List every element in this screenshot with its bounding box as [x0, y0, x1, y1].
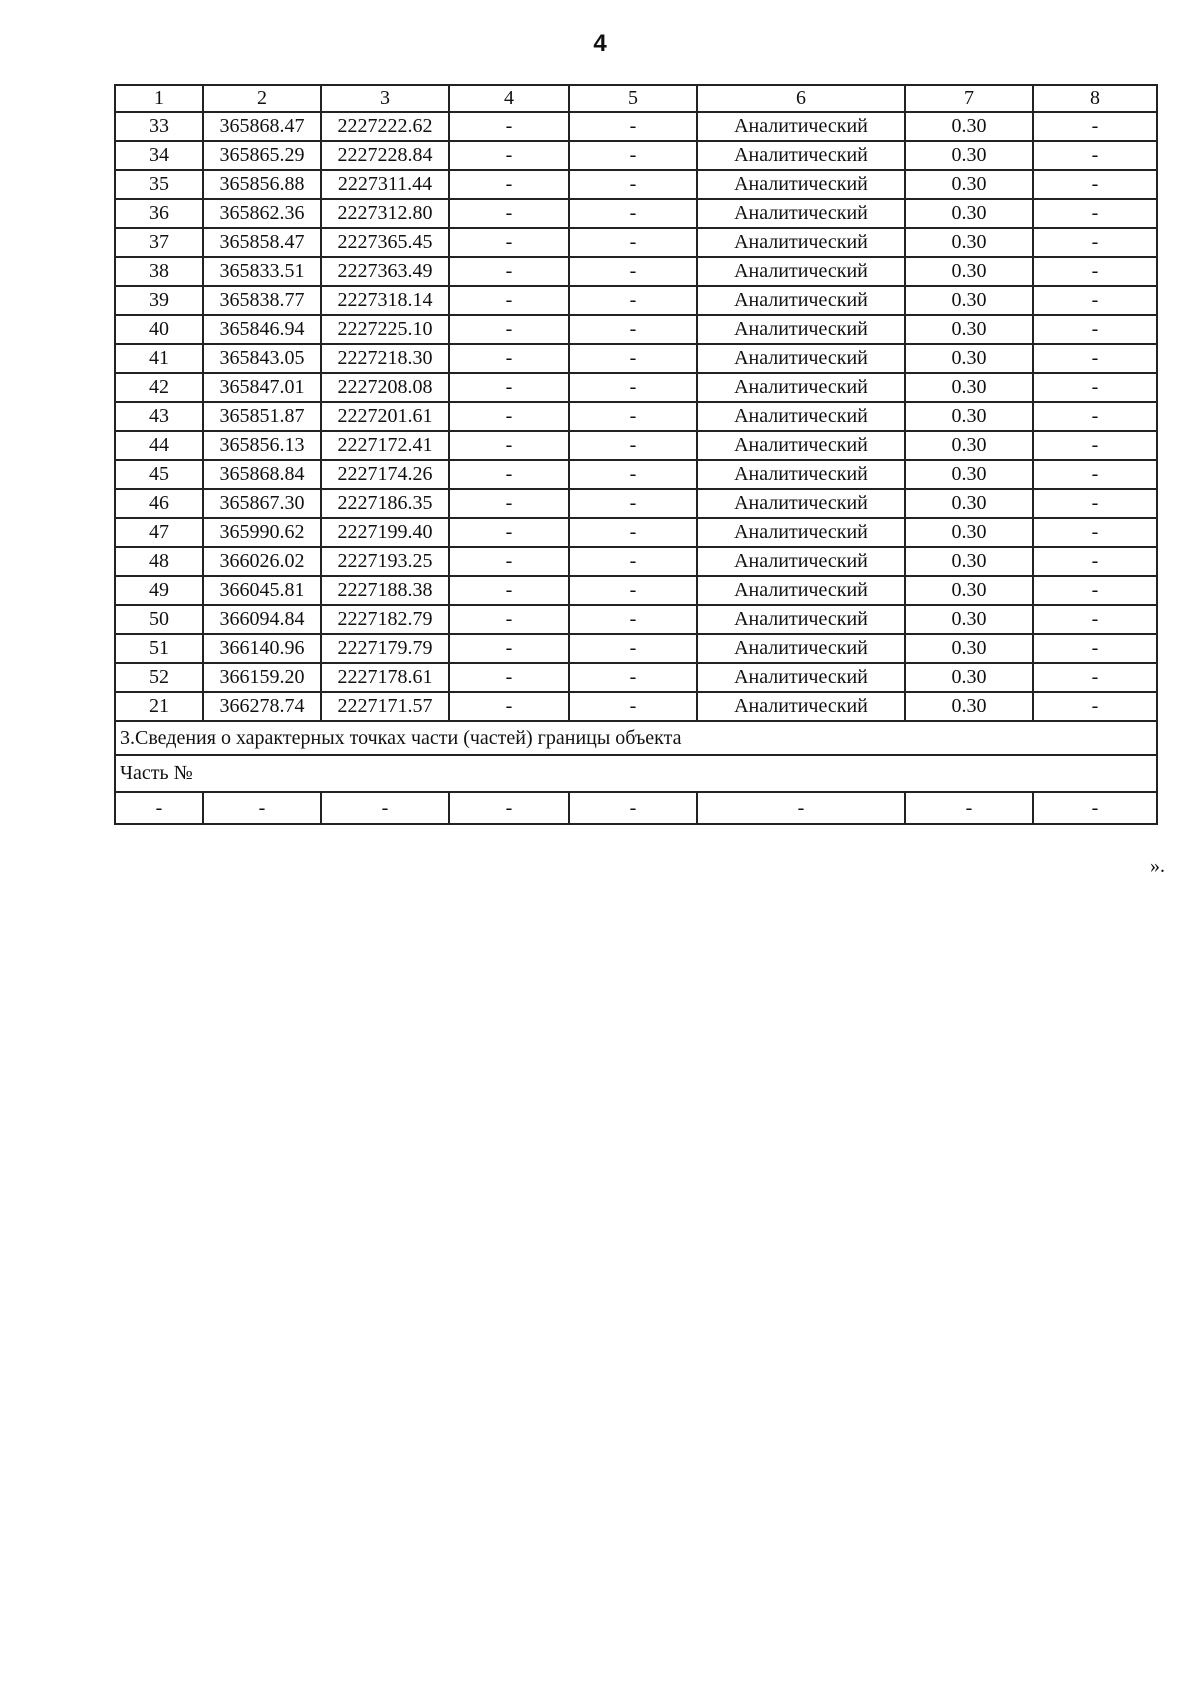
table-cell: 365862.36 — [203, 199, 321, 228]
table-cell: - — [1033, 489, 1157, 518]
table-cell: 366278.74 — [203, 692, 321, 721]
table-row — [115, 605, 1157, 634]
table-cell: 35 — [115, 170, 203, 199]
section-title-row — [115, 721, 1157, 755]
table-cell: Аналитический — [697, 663, 905, 692]
table-cell: 0.30 — [905, 257, 1033, 286]
table-row — [115, 460, 1157, 489]
table-cell: - — [449, 112, 569, 141]
table-cell: - — [449, 373, 569, 402]
table-cell: - — [905, 792, 1033, 824]
table-cell: - — [449, 141, 569, 170]
table-cell: 365846.94 — [203, 315, 321, 344]
table-cell: 49 — [115, 576, 203, 605]
table-cell: - — [449, 489, 569, 518]
table-cell: - — [449, 402, 569, 431]
table-cell: 2227174.26 — [321, 460, 449, 489]
table-cell: 0.30 — [905, 315, 1033, 344]
table-cell: - — [449, 344, 569, 373]
table-cell: - — [1033, 112, 1157, 141]
table-cell: - — [569, 286, 697, 315]
table-cell: 365867.30 — [203, 489, 321, 518]
column-header: 8 — [1033, 85, 1157, 112]
table-cell: 366140.96 — [203, 634, 321, 663]
table-cell: Аналитический — [697, 402, 905, 431]
table-row — [115, 112, 1157, 141]
table-cell: 33 — [115, 112, 203, 141]
table-cell: 2227171.57 — [321, 692, 449, 721]
table-row — [115, 257, 1157, 286]
table-cell: - — [1033, 402, 1157, 431]
table-cell: 366026.02 — [203, 547, 321, 576]
table-row — [115, 170, 1157, 199]
page-number: 4 — [593, 30, 607, 57]
table-cell: 2227201.61 — [321, 402, 449, 431]
table-cell: - — [569, 692, 697, 721]
table-cell: 47 — [115, 518, 203, 547]
table-cell: Аналитический — [697, 605, 905, 634]
table-cell: Аналитический — [697, 518, 905, 547]
table-cell: 36 — [115, 199, 203, 228]
column-header: 3 — [321, 85, 449, 112]
table-cell: 46 — [115, 489, 203, 518]
table-cell: - — [1033, 170, 1157, 199]
table-cell: 365868.47 — [203, 112, 321, 141]
table-cell: 2227182.79 — [321, 605, 449, 634]
table-cell: - — [569, 634, 697, 663]
table-cell: 365865.29 — [203, 141, 321, 170]
table-cell: - — [1033, 792, 1157, 824]
table-cell: - — [1033, 286, 1157, 315]
table-cell: 2227225.10 — [321, 315, 449, 344]
table-cell: 44 — [115, 431, 203, 460]
table-cell: 0.30 — [905, 402, 1033, 431]
table-cell: 0.30 — [905, 489, 1033, 518]
table-cell: 0.30 — [905, 141, 1033, 170]
table-cell: - — [569, 373, 697, 402]
table-cell: - — [449, 228, 569, 257]
table-row — [115, 228, 1157, 257]
table-row — [115, 634, 1157, 663]
table-cell: - — [449, 692, 569, 721]
part-label: Часть № — [115, 755, 1157, 792]
table-cell: - — [569, 199, 697, 228]
table-cell: 2227365.45 — [321, 228, 449, 257]
coordinates-table — [114, 84, 1158, 825]
table-row — [115, 373, 1157, 402]
table-cell: - — [449, 257, 569, 286]
table-cell: Аналитический — [697, 141, 905, 170]
table-cell: - — [449, 315, 569, 344]
table-cell: - — [1033, 199, 1157, 228]
table-cell: Аналитический — [697, 373, 905, 402]
empty-part-row — [115, 792, 1157, 824]
table-cell: Аналитический — [697, 489, 905, 518]
table-cell: 0.30 — [905, 692, 1033, 721]
table-cell: - — [569, 257, 697, 286]
table-cell: - — [449, 431, 569, 460]
table-cell: - — [449, 576, 569, 605]
table-cell: 52 — [115, 663, 203, 692]
table-cell: 366094.84 — [203, 605, 321, 634]
table-row — [115, 431, 1157, 460]
table-cell: 0.30 — [905, 431, 1033, 460]
table-cell: 0.30 — [905, 170, 1033, 199]
table-row — [115, 286, 1157, 315]
table-cell: 2227228.84 — [321, 141, 449, 170]
table-row — [115, 199, 1157, 228]
table-cell: - — [1033, 141, 1157, 170]
table-cell: 365856.88 — [203, 170, 321, 199]
table-cell: 365990.62 — [203, 518, 321, 547]
table-cell: - — [1033, 431, 1157, 460]
table-cell: - — [1033, 605, 1157, 634]
table-row — [115, 315, 1157, 344]
table-cell: 365851.87 — [203, 402, 321, 431]
table-cell: 365858.47 — [203, 228, 321, 257]
table-cell: - — [569, 431, 697, 460]
table-cell: 0.30 — [905, 634, 1033, 663]
table-cell: - — [1033, 257, 1157, 286]
column-number-row — [115, 85, 1157, 112]
column-header: 4 — [449, 85, 569, 112]
table-cell: 34 — [115, 141, 203, 170]
table-cell: - — [569, 460, 697, 489]
table-cell: 21 — [115, 692, 203, 721]
table-cell: 2227188.38 — [321, 576, 449, 605]
table-cell: 365843.05 — [203, 344, 321, 373]
table-cell: 2227172.41 — [321, 431, 449, 460]
column-header: 1 — [115, 85, 203, 112]
table-cell: - — [1033, 315, 1157, 344]
table-cell: 2227218.30 — [321, 344, 449, 373]
table-cell: - — [449, 286, 569, 315]
table-cell: 0.30 — [905, 576, 1033, 605]
table-cell: - — [449, 518, 569, 547]
table-cell: - — [569, 547, 697, 576]
table-cell: 2227311.44 — [321, 170, 449, 199]
table-cell: - — [569, 402, 697, 431]
table-row — [115, 547, 1157, 576]
table-cell: Аналитический — [697, 634, 905, 663]
part-label-row — [115, 755, 1157, 792]
table-cell: Аналитический — [697, 112, 905, 141]
table-cell: 0.30 — [905, 663, 1033, 692]
table-cell: - — [569, 344, 697, 373]
table-cell: - — [1033, 460, 1157, 489]
table-cell: 0.30 — [905, 228, 1033, 257]
table-cell: 2227208.08 — [321, 373, 449, 402]
table-cell: Аналитический — [697, 170, 905, 199]
table-cell: - — [1033, 634, 1157, 663]
table-row — [115, 489, 1157, 518]
column-header: 2 — [203, 85, 321, 112]
table-cell: 2227179.79 — [321, 634, 449, 663]
table-cell: - — [449, 170, 569, 199]
table-cell: - — [449, 663, 569, 692]
table-cell: - — [569, 170, 697, 199]
table-cell: 365833.51 — [203, 257, 321, 286]
table-cell: - — [569, 228, 697, 257]
table-cell: 0.30 — [905, 518, 1033, 547]
table-row — [115, 576, 1157, 605]
table-cell: 42 — [115, 373, 203, 402]
table-cell: - — [1033, 228, 1157, 257]
table-cell: 0.30 — [905, 547, 1033, 576]
column-header: 6 — [697, 85, 905, 112]
table-cell: - — [321, 792, 449, 824]
table-cell: 39 — [115, 286, 203, 315]
column-header: 5 — [569, 85, 697, 112]
table-cell: 38 — [115, 257, 203, 286]
table-cell: 365868.84 — [203, 460, 321, 489]
table-cell: 0.30 — [905, 373, 1033, 402]
table-cell: 43 — [115, 402, 203, 431]
table-cell: 50 — [115, 605, 203, 634]
table-cell: - — [569, 141, 697, 170]
table-cell: - — [1033, 576, 1157, 605]
table-cell: 0.30 — [905, 199, 1033, 228]
table-cell: 37 — [115, 228, 203, 257]
table-cell: 366159.20 — [203, 663, 321, 692]
table-cell: - — [569, 315, 697, 344]
table-cell: - — [115, 792, 203, 824]
table-cell: 0.30 — [905, 344, 1033, 373]
table-cell: - — [569, 792, 697, 824]
table-cell: 51 — [115, 634, 203, 663]
table-cell: - — [1033, 547, 1157, 576]
table-cell: - — [1033, 344, 1157, 373]
table-cell: - — [569, 663, 697, 692]
table-cell: - — [449, 792, 569, 824]
table-cell: - — [569, 518, 697, 547]
table-cell: - — [697, 792, 905, 824]
table-cell: - — [449, 634, 569, 663]
table-cell: 2227222.62 — [321, 112, 449, 141]
table-cell: 2227199.40 — [321, 518, 449, 547]
table-cell: - — [569, 489, 697, 518]
table-cell: Аналитический — [697, 431, 905, 460]
table-cell: Аналитический — [697, 460, 905, 489]
table-row — [115, 692, 1157, 721]
table-row — [115, 663, 1157, 692]
table-cell: 2227193.25 — [321, 547, 449, 576]
table-cell: Аналитический — [697, 257, 905, 286]
section-title: 3.Сведения о характерных точках части (частей) границы объекта — [115, 721, 1157, 755]
table-row — [115, 141, 1157, 170]
table-cell: - — [449, 460, 569, 489]
table-cell: - — [203, 792, 321, 824]
table-cell: Аналитический — [697, 576, 905, 605]
table-cell: 365847.01 — [203, 373, 321, 402]
column-header: 7 — [905, 85, 1033, 112]
table-cell: 365838.77 — [203, 286, 321, 315]
table-cell: 0.30 — [905, 286, 1033, 315]
table-row — [115, 344, 1157, 373]
table-cell: - — [449, 605, 569, 634]
table-cell: Аналитический — [697, 692, 905, 721]
closing-quote-mark: ». — [1150, 855, 1165, 877]
table-cell: 365856.13 — [203, 431, 321, 460]
table-cell: 41 — [115, 344, 203, 373]
table-cell: - — [569, 605, 697, 634]
table-cell: - — [1033, 518, 1157, 547]
table-cell: Аналитический — [697, 286, 905, 315]
table-cell: Аналитический — [697, 344, 905, 373]
table-cell: 0.30 — [905, 112, 1033, 141]
table-cell: 40 — [115, 315, 203, 344]
table-cell: - — [569, 112, 697, 141]
table-row — [115, 402, 1157, 431]
table-cell: Аналитический — [697, 315, 905, 344]
table-body — [115, 85, 1157, 824]
table-cell: - — [449, 199, 569, 228]
table-cell: 366045.81 — [203, 576, 321, 605]
table-cell: 45 — [115, 460, 203, 489]
table-cell: 2227363.49 — [321, 257, 449, 286]
table-cell: - — [1033, 663, 1157, 692]
table-cell: Аналитический — [697, 547, 905, 576]
table-cell: 0.30 — [905, 460, 1033, 489]
table-cell: 2227186.35 — [321, 489, 449, 518]
table-cell: - — [1033, 373, 1157, 402]
table-row — [115, 518, 1157, 547]
table-cell: 48 — [115, 547, 203, 576]
table-cell: 0.30 — [905, 605, 1033, 634]
table-cell: - — [449, 547, 569, 576]
table-cell: 2227318.14 — [321, 286, 449, 315]
table-cell: - — [569, 576, 697, 605]
table-cell: 2227312.80 — [321, 199, 449, 228]
table-cell: Аналитический — [697, 228, 905, 257]
table-cell: - — [1033, 692, 1157, 721]
table-cell: 2227178.61 — [321, 663, 449, 692]
table-cell: Аналитический — [697, 199, 905, 228]
